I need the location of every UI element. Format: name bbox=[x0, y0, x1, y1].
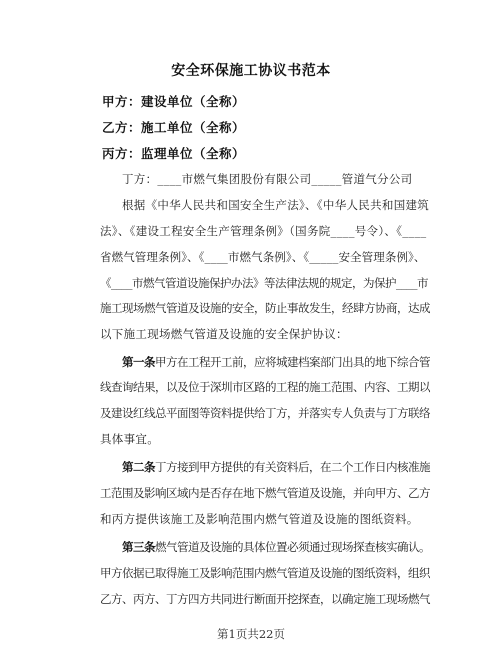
article-1-line bbox=[122, 354, 434, 370]
paragraph-line: 根据《中华人民共和国安全生产法》、《中华人民共和国建筑 bbox=[122, 198, 430, 212]
article-1-text: 甲方在工程开工前，应将城建档案部门出具的地下综合管 bbox=[155, 355, 430, 369]
article-1-line: 线查询结果，以及位于深圳市区路的工程的施工范围、内容、工期以 bbox=[100, 380, 430, 394]
paragraph-line: 《____市燃气管道设施保护办法》等法律法规的规定，为保护____市 bbox=[100, 276, 428, 290]
party-c-line: 丙方：监理单位（全称） bbox=[102, 146, 246, 161]
paragraph-line: 施工现场燃气管道及设施的安全，防止事故发生，经肆方协商，达成 bbox=[100, 301, 430, 315]
document-title: 安全环保施工协议书范本 bbox=[171, 63, 331, 79]
page-footer: 第1页共22页 bbox=[217, 627, 285, 641]
article-2-line: 工范围及影响区域内是否存在地下燃气管道及设施，并向甲方、乙方 bbox=[100, 486, 430, 500]
article-3-label: 第三条 bbox=[122, 540, 155, 554]
article-3-line: 乙方、丙方、丁方四方共同进行断面开挖探查，以确定施工现场燃气 bbox=[100, 592, 430, 606]
paragraph-line: 以下施工现场燃气管道及设施的安全保护协议： bbox=[100, 327, 348, 341]
article-1-line: 具体事宜。 bbox=[100, 432, 159, 446]
article-2-line: 和丙方提供该施工及影响范围内燃气管道及设施的图纸资料。 bbox=[100, 512, 419, 526]
article-2-label: 第二条 bbox=[122, 460, 155, 474]
article-2-line bbox=[122, 459, 434, 475]
party-a-line: 甲方：建设单位（全称） bbox=[102, 94, 246, 109]
article-3-line bbox=[122, 539, 434, 555]
article-3-line: 甲方依据已取得施工及影响范围内燃气管道及设施的图纸资料，组织 bbox=[100, 566, 430, 580]
party-d-line: 丁方：____市燃气集团股份有限公司_____管道气分公司 bbox=[122, 172, 413, 186]
article-3-text: 燃气管道及设施的具体位置必须通过现场探查核实确认。 bbox=[155, 540, 430, 554]
article-1-label: 第一条 bbox=[122, 355, 155, 369]
article-1-line: 及建设红线总平面图等资料提供给丁方，并落实专人负责与丁方联络 bbox=[100, 406, 430, 420]
paragraph-line: 法》、《建设工程安全生产管理条例》（国务院____号令）、《____ bbox=[100, 224, 427, 238]
paragraph-line: 省燃气管理条例》、《____市燃气条例》、《_____安全管理条例》、 bbox=[100, 250, 426, 264]
article-2-text: 丁方接到甲方提供的有关资料后，在二个工作日内核准施 bbox=[155, 460, 430, 474]
party-b-line: 乙方：施工单位（全称） bbox=[102, 120, 246, 135]
